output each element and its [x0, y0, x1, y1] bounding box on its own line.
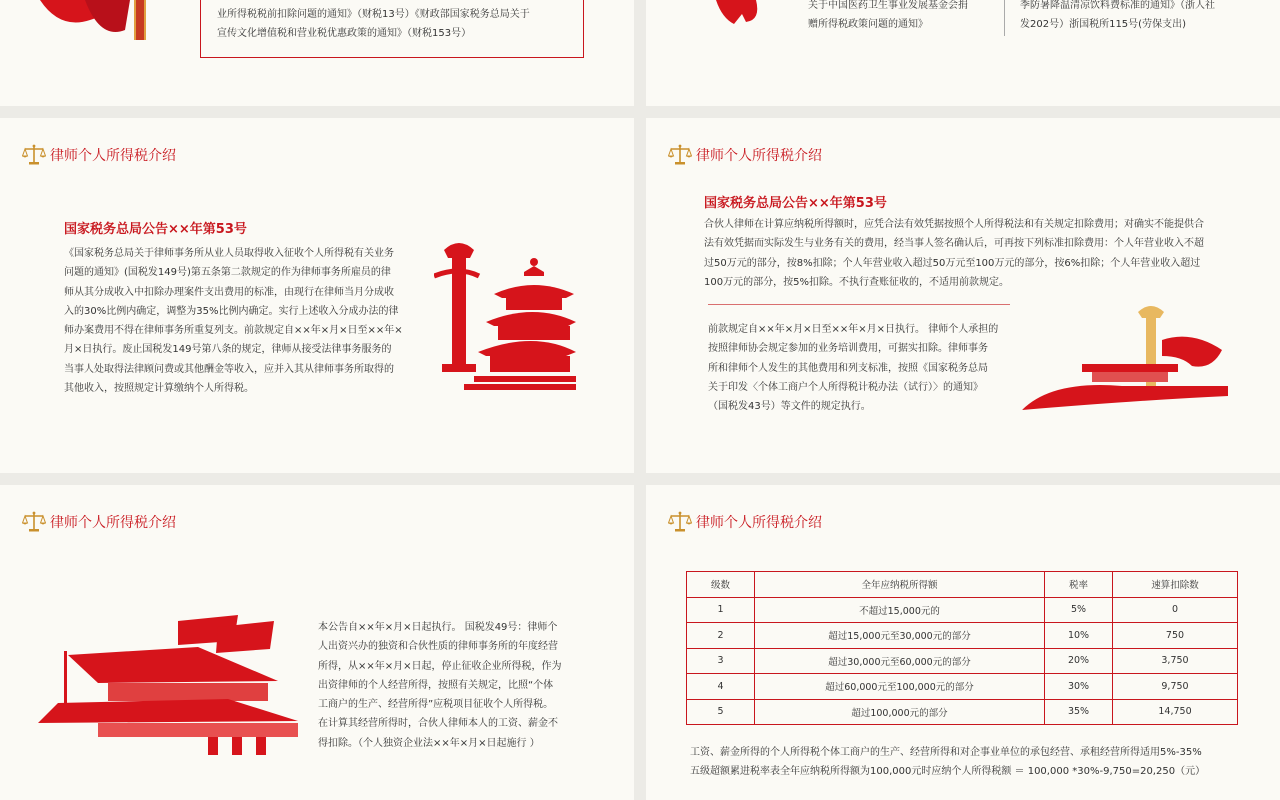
- table-row: [687, 623, 1238, 649]
- section-title: 律师个人所得税介绍: [50, 148, 176, 164]
- policy-text-right: [1020, 0, 1260, 34]
- table-row: [687, 597, 1238, 623]
- section-title: 律师个人所得税介绍: [696, 515, 822, 531]
- slide-3: [0, 118, 634, 473]
- cell-income: 超过60,000元至100,000元的部分: [755, 674, 1045, 700]
- cell-income: 超过30,000元至60,000元的部分: [755, 648, 1045, 674]
- table-row: [687, 699, 1238, 725]
- header-level: 级数: [687, 572, 755, 598]
- cell-level: 3: [687, 648, 755, 674]
- section-title: 律师个人所得税介绍: [50, 515, 176, 531]
- table-row: [687, 648, 1238, 674]
- table-row: [687, 674, 1238, 700]
- tiananmen-illustration: [1022, 300, 1228, 412]
- text-line: 入的30%比例内确定，调整为35%比例内确定。实行上述收入分成办法的律: [64, 305, 399, 317]
- box-line: 宣传文化增值税和营业税优惠政策的通知》（财税153号）: [217, 28, 472, 39]
- ribbon-pillar-illustration: [30, 0, 170, 44]
- text-line: 月×日执行。废止国税发149号第八条的规定，律师从接受法律事务服务的: [64, 344, 392, 356]
- text-line: 赠所得税政策问题的通知》: [808, 19, 928, 30]
- tax-rate-table: [686, 571, 1238, 725]
- text-line: 本公告自××年×月×日起执行。 国税发49号：律师个: [318, 622, 558, 633]
- table-header-row: [687, 572, 1238, 598]
- text-line: 所和律师个人发生的其他费用和列支标准，按照《国家税务总局: [708, 362, 988, 374]
- column-divider: [1004, 0, 1005, 36]
- text-line: 师办案费用不得在律师事务所重复列支。前款规定自××年×月×日至××年×: [64, 325, 403, 337]
- scales-icon: [22, 511, 46, 533]
- scales-icon: [668, 144, 692, 166]
- temple-of-heaven-illustration: [434, 236, 576, 396]
- cell-level: 4: [687, 674, 755, 700]
- slide-5: [0, 485, 634, 800]
- cell-rate: 20%: [1045, 648, 1113, 674]
- text-line: 问题的通知》(国税发149号)第五条第二款规定的作为律师事务所雇员的律: [64, 267, 391, 279]
- cell-rate: 10%: [1045, 623, 1113, 649]
- cell-level: 1: [687, 597, 755, 623]
- text-line: 工商户的生产、经营所得”应税项目征收个人所得税。: [318, 699, 554, 711]
- text-line: 所得，从××年×月×日起，停止征收企业所得税，作为: [318, 660, 562, 672]
- red-flag-illustration: [716, 0, 786, 32]
- cell-income: 超过100,000元的部分: [755, 699, 1045, 725]
- cell-deduction: 3,750: [1113, 648, 1238, 674]
- announcement-title: 国家税务总局公告××年第53号: [704, 196, 887, 211]
- cell-deduction: 9,750: [1113, 674, 1238, 700]
- text-line: 师从其分成收入中扣除办理案件支出费用的标准，由现行在律师当月分成收: [64, 286, 394, 298]
- footnote-text: [690, 743, 1250, 781]
- text-line: 其他收入，按照规定计算缴纳个人所得税。: [64, 383, 254, 395]
- text-line: 人出资兴办的独资和合伙性质的律师事务所的年度经营: [318, 641, 558, 653]
- cell-income: 超过15,000元至30,000元的部分: [755, 623, 1045, 649]
- cell-rate: 35%: [1045, 699, 1113, 725]
- text-line: 《国家税务总局关于律师事务所从业人员取得收入征收个人所得税有关业务: [64, 248, 394, 259]
- text-line: 得扣除。（个人独资企业法××年×月×日起施行 ）: [318, 737, 540, 749]
- text-line: 法有效凭据而实际发生与业务有关的费用，经当事人签名确认后，可再按下列标准扣除费用：个人年营业收入不超: [704, 238, 1204, 250]
- header-rate: 税率: [1045, 572, 1113, 598]
- text-line: 合伙人律师在计算应纳税所得额时，应凭合法有效凭据按照个人所得税法和有关规定扣除费用；对确实不能提供合: [704, 219, 1204, 230]
- body-text: [318, 618, 588, 753]
- scales-icon: [22, 144, 46, 166]
- text-line: 关于中国医药卫生事业发展基金会捐: [808, 0, 968, 11]
- cell-level: 2: [687, 623, 755, 649]
- header-deduction: 速算扣除数: [1113, 572, 1238, 598]
- slide-4: [646, 118, 1280, 473]
- body-text: [704, 215, 1244, 292]
- cell-deduction: 0: [1113, 597, 1238, 623]
- slide-2: [646, 0, 1280, 106]
- text-line: 当事人处取得法律顾问费或其他酬金等收入，应并入其从律师事务所取得的: [64, 363, 394, 375]
- text-line: 按照律师协会规定参加的业务培训费用，可据实扣除。律师事务: [708, 343, 988, 355]
- cell-deduction: 750: [1113, 623, 1238, 649]
- cell-rate: 30%: [1045, 674, 1113, 700]
- policy-text-mid: [808, 0, 998, 34]
- cell-income: 不超过15,000元的: [755, 597, 1045, 623]
- section-header: [668, 511, 822, 533]
- header-income: 全年应纳税所得额: [755, 572, 1045, 598]
- cell-rate: 5%: [1045, 597, 1113, 623]
- cell-deduction: 14,750: [1113, 699, 1238, 725]
- body-text: [64, 244, 424, 398]
- text-line: 前款规定自××年×月×日至××年×月×日执行。 律师个人承担的: [708, 324, 999, 335]
- text-line: 关于印发〈个体工商户个人所得税计税办法（试行）〉的通知》: [708, 381, 983, 393]
- announcement-title: 国家税务总局公告××年第53号: [64, 222, 247, 237]
- text-line: 过50万元的部分，按8%扣除；个人年营业收入超过50万元至100万元的部分，按6%扣除；个人年营业收入超过: [704, 257, 1201, 269]
- text-line: 季防暑降温清凉饮料费标准的通知》（浙人社: [1020, 0, 1215, 11]
- text-line: 在计算其经营所得时，合伙人律师本人的工资、薪金不: [318, 718, 558, 730]
- section-header: [22, 511, 176, 533]
- section-header: [22, 144, 176, 166]
- slide-1: [0, 0, 634, 106]
- divider-line: [708, 304, 1010, 305]
- cell-level: 5: [687, 699, 755, 725]
- text-line: （国税发43号）等文件的规定执行。: [708, 401, 871, 413]
- policy-reference-box: [200, 0, 584, 58]
- text-line: 出资律师的个人经营所得，按照有关规定，比照“个体: [318, 679, 554, 691]
- section-title: 律师个人所得税介绍: [696, 148, 822, 164]
- text-line: 五级超额累进税率表全年应纳税所得额为100,000元时应纳个人所得税额 ＝ 100,000 *30%-9,750=20,250（元）: [690, 766, 1206, 777]
- text-line: 工资、薪金所得的个人所得税个体工商户的生产、经营所得和对企事业单位的承包经营、承租经营所得适用5%-35%: [690, 747, 1202, 758]
- text-line: 发202号）浙国税所115号(劳保支出): [1020, 19, 1186, 30]
- text-line: 100万元的部分，按5%扣除。不执行查账征收的，不适用前款规定。: [704, 276, 1009, 288]
- tiananmen-gate-illustration: [38, 611, 302, 757]
- slide-6: [646, 485, 1280, 800]
- body-text-2: [708, 320, 1028, 416]
- scales-icon: [668, 511, 692, 533]
- box-line: 业所得税税前扣除问题的通知》（财税13号）《财政部国家税务总局关于: [217, 9, 530, 20]
- section-header: [668, 144, 822, 166]
